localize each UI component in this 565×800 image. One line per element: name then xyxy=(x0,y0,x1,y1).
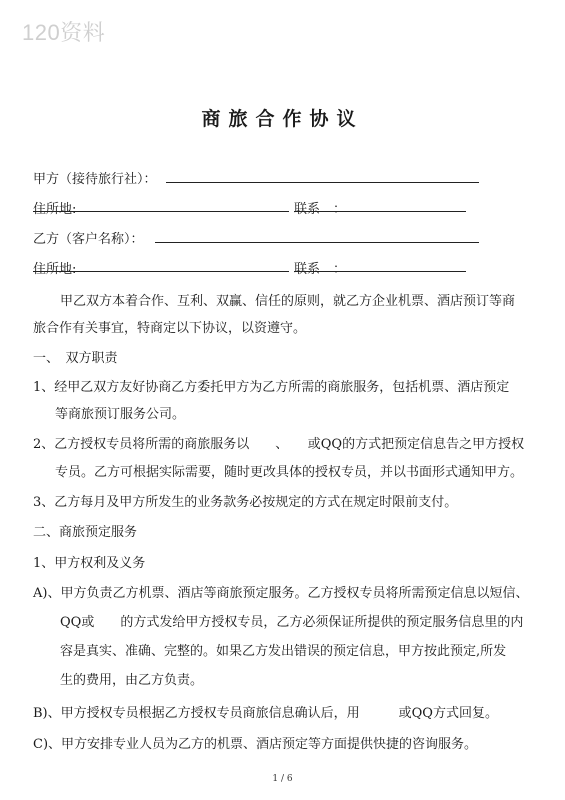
party-a-address-label: 住所地: xyxy=(33,202,77,217)
intro-line: 旅合作有关事宜，特商定以下协议，以资遵守。 xyxy=(33,321,307,336)
clause-line: 容是真实、准确、完整的。如果乙方发出错误的预定信息，甲方按此预定,所发 xyxy=(60,644,507,659)
party-b-address-label: 住所地: xyxy=(33,262,77,277)
sub-heading: 1、甲方权利及义务 xyxy=(33,556,146,571)
clause-line: 生的费用，由乙方负责。 xyxy=(60,673,204,688)
clause-line: 3、乙方每月及甲方所发生的业务款务必按规定的方式在规定时限前支付。 xyxy=(33,495,458,510)
watermark: 120资料 xyxy=(22,20,106,45)
party-b-blank xyxy=(155,242,479,243)
party-a-contact-label: 联系 ： xyxy=(294,202,347,217)
party-a-label: 甲方（接待旅行社）： xyxy=(33,172,157,187)
clause-line: QQ或 的方式发给甲方授权专员，乙方必须保证所提供的预定服务信息里的内 xyxy=(60,615,524,630)
party-a-address-blank xyxy=(33,211,289,212)
party-a-blank xyxy=(166,182,479,183)
party-a-contact-blank xyxy=(294,211,466,212)
clause-line: A)、甲方负责乙方机票、酒店等商旅预定服务。乙方授权专员将所需预定信息以短信、 xyxy=(33,586,529,601)
section-heading: 一、 双方职责 xyxy=(33,351,118,366)
clause-line: 等商旅预订服务公司。 xyxy=(55,407,186,422)
party-b-label: 乙方（客户名称）： xyxy=(33,232,144,247)
clause-line: 1、经甲乙双方友好协商乙方委托甲方为乙方所需的商旅服务，包括机票、酒店预定 xyxy=(33,380,510,395)
clause-line: C)、甲方安排专业人员为乙方的机票、酒店预定等方面提供快捷的咨询服务。 xyxy=(33,737,478,752)
party-b-contact-label: 联系 ： xyxy=(294,262,347,277)
section-heading: 二、商旅预定服务 xyxy=(33,525,138,540)
page-number: 1 / 6 xyxy=(272,774,293,784)
document-title: 商旅合作协议 xyxy=(201,108,364,130)
intro-line: 甲乙双方本着合作、互利、双赢、信任的原则，就乙方企业机票、酒店预订等商 xyxy=(60,294,516,309)
clause-line: 专员。乙方可根据实际需要，随时更改具体的授权专员，并以书面形式通知甲方。 xyxy=(55,465,524,480)
party-b-contact-blank xyxy=(294,271,466,272)
party-b-address-blank xyxy=(33,271,289,272)
clause-line: B)、甲方授权专员根据乙方授权专员商旅信息确认后，用 或QQ方式回复。 xyxy=(33,706,498,721)
clause-line: 2、乙方授权专员将所需的商旅服务以 、 或QQ的方式把预定信息告之甲方授权 xyxy=(33,437,525,452)
